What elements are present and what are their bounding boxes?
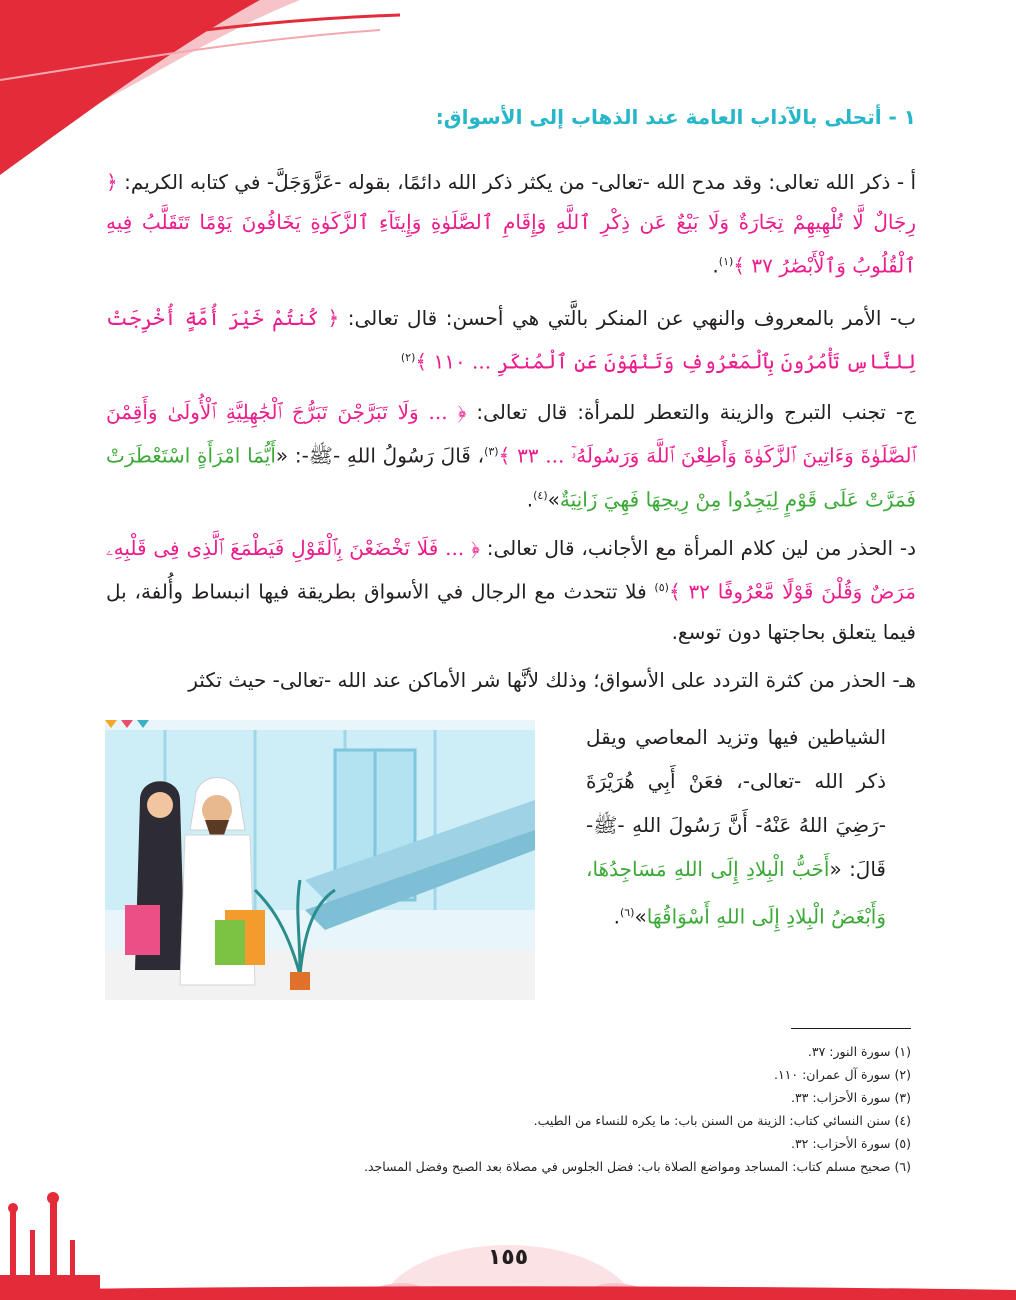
quran-verse-imran-110: ﴿ كُنتُمْ خَيْرَ أُمَّةٍ أُخْرِجَتْ لِلنَّاسِ تَأْمُرُونَ بِٱلْمَعْرُوفِ وَتَنْهَوْنَ عَنِ ٱلْمُنكَرِ ... ١١٠ ﴾: [106, 306, 916, 374]
paragraph-a-end: .: [712, 253, 719, 278]
footnote-ref-5: (٥): [654, 581, 669, 594]
footnote-ref-1: (١): [718, 255, 734, 268]
paragraph-enjoin-good: [106, 298, 916, 382]
hadith-perfume: أَيُّمَا امْرَأَةٍ اسْتَعْطَرَتْ فَمَرَّتْ عَلَى قَوْمٍ لِيَجِدُوا مِنْ رِيحِهَا فَهِيَ زَانِيَةٌ: [106, 443, 916, 512]
paragraph-b-intro: ب- الأمر بالمعروف والنهي عن المنكر بالَّتي هي أحسن: قال تعالى:: [347, 306, 917, 330]
paragraph-h-cont-text: الشياطين فيها وتزيد المعاصي ويقل ذكر الله -تعالى-، فعَنْ أَبِي هُرَيْرَةَ -رَضِيَ اللهُ عَنْهُ- أَنَّ رَسُولَ اللهِ -ﷺ- قَالَ: «: [586, 725, 886, 881]
page-number: ١٥٥: [487, 1245, 529, 1270]
paragraph-a-intro: أ - ذكر الله تعالى: وقد مدح الله -تعالى- من يكثر ذكر الله دائمًا، بقوله -عَزَّوَجَلَّ- في كتابه الكريم:: [124, 170, 917, 194]
footnote-item: (٢) سورة آل عمران: ١١٠.: [773, 1067, 911, 1082]
paragraph-h-end: »: [634, 904, 647, 929]
paragraph-d-rest: فلا تتحدث مع الرجال في الأسواق بطريقة فيها انبساط وأُلفة، بل فيما يتعلق بحاجتها دون توسع.: [106, 579, 916, 644]
quran-verse-nur-37: ﴿ رِجَالٌ لَّا تُلْهِيهِمْ تِجَارَةٌ وَلَا بَيْعٌ عَن ذِكْرِ ٱللَّهِ وَإِقَامِ ٱلصَّلَوٰةِ وَإِيتَآءِ ٱلزَّكَوٰةِ يَخَافُونَ يَوْمًا تَتَقَلَّبُ فِيهِ ٱلْقُلُوبُ وَٱلْأَبْصَٰرُ ٣٧ ﴾: [106, 170, 916, 278]
paragraph-avoid-adornment: [106, 392, 916, 519]
paragraph-d-intro: د- الحذر من لين كلام المرأة مع الأجانب، قال تعالى:: [486, 536, 916, 560]
hadith-markets: أَحَبُّ الْبِلادِ إِلَى اللهِ مَسَاجِدُهَا، وَأَبْغَضُ الْبِلادِ إِلَى اللهِ أَسْوَاقُهَا: [586, 857, 886, 929]
section-title: ١ - أتحلى بالآداب العامة عند الذهاب إلى الأسواق:: [435, 105, 916, 129]
footnote-divider: [791, 1028, 911, 1029]
paragraph-j-end2: .: [526, 487, 534, 512]
footnotes-list: [101, 1040, 911, 1178]
mall-couple-illustration: [105, 720, 535, 1000]
paragraph-frequent-markets: [106, 660, 916, 700]
paragraph-h-end2: .: [613, 904, 620, 929]
paragraph-soft-speech: [106, 528, 916, 652]
footnote-ref-3: (٣): [484, 445, 499, 458]
footnote-ref-2: (٢): [400, 351, 416, 364]
quran-verse-ahzab-33: ﴿ ... وَلَا تَبَرَّجْنَ تَبَرُّجَ ٱلْجَٰهِلِيَّةِ ٱلْأُولَىٰ وَأَقِمْنَ ٱلصَّلَوٰةَ وَءَاتِينَ ٱلزَّكَوٰةَ وَأَطِعْنَ ٱللَّهَ وَرَسُولَهُۥٓ ... ٣٣ ﴾: [106, 400, 916, 468]
footnote-item: (١) سورة النور: ٣٧.: [807, 1044, 911, 1059]
paragraph-h-intro: هـ- الحذر من كثرة التردد على الأسواق؛ وذلك لأنَّها شر الأماكن عند الله -تعالى- حيث تكثر: [188, 668, 916, 692]
quran-verse-ahzab-32: ﴿ ... فَلَا تَخْضَعْنَ بِٱلْقَوْلِ فَيَطْمَعَ ٱلَّذِى فِى قَلْبِهِۦ مَرَضٌ وَقُلْنَ قَوْلًا مَّعْرُوفًا ٣٢ ﴾: [106, 536, 916, 604]
paragraph-j-intro: ج- تجنب التبرج والزينة والتعطر للمرأة: قال تعالى:: [476, 400, 916, 424]
paragraph-j-middle: ، قَالَ رَسُولُ اللهِ -ﷺ-: «: [275, 443, 485, 468]
footnote-ref-4: (٤): [533, 488, 548, 502]
paragraph-remembrance: [106, 162, 916, 286]
footnote-item: (٣) سورة الأحزاب: ٣٣.: [790, 1090, 911, 1105]
paragraph-j-end: »: [547, 487, 560, 512]
footnote-item: (٦) صحيح مسلم كتاب: المساجد ومواضع الصلاة باب: فضل الجلوس في مصلاة بعد الصبح وفضل المساجد.: [363, 1159, 911, 1174]
footnote-item: (٤) سنن النسائي كتاب: الزينة من السنن باب: ما يكره للنساء من الطيب.: [533, 1113, 911, 1128]
paragraph-h-continuation: [586, 715, 886, 939]
footnote-ref-6: (٦): [619, 906, 635, 919]
footnote-item: (٥) سورة الأحزاب: ٣٢.: [790, 1136, 911, 1151]
